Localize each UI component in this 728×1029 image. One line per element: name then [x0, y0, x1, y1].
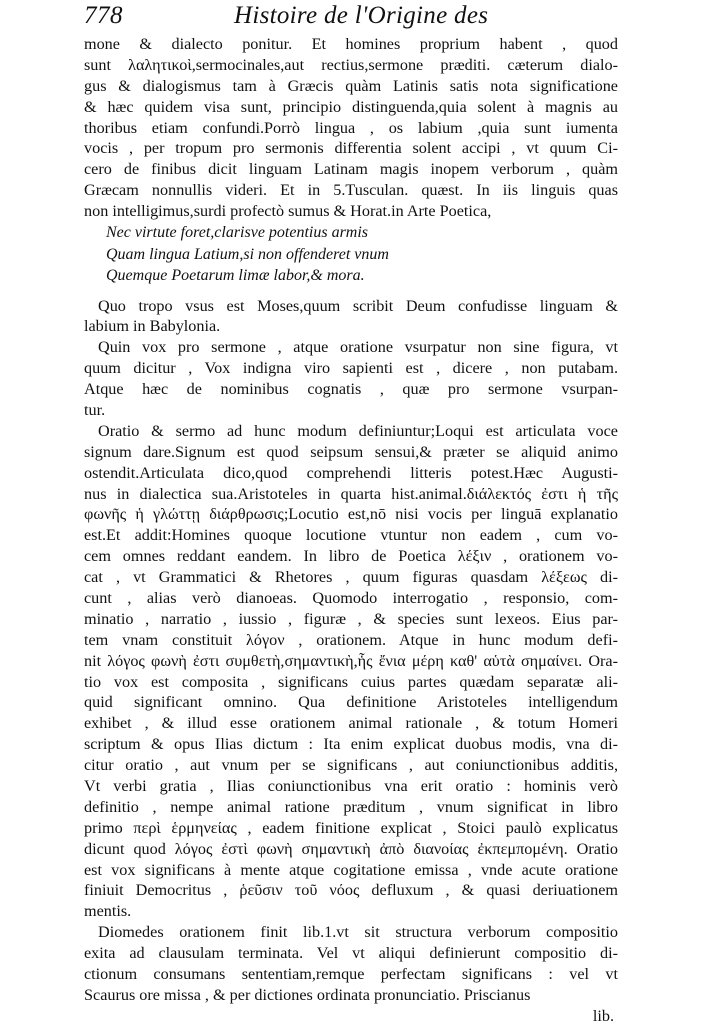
text-line: Oratio & sermo ad hunc modum definiuntur;Loqui est articulata voce: [98, 421, 618, 440]
text-line: exhibet , & illud esse orationem animal rationale , & totum Homeri: [84, 714, 618, 733]
text-line: signum dare.Signum est quod seipsum sensui,& præter se aliquid animo: [84, 442, 618, 461]
text-line: Atque hæc de nominibus cognatis , quæ pro sermone vsurpan-: [84, 380, 618, 399]
text-line: Quin vox pro sermone , atque oratione vsurpatur non sine figura, vt: [98, 338, 618, 357]
text-line: Vt verbi gratia , Ilias coniunctionibus vna erit oratio : hominis verò: [84, 777, 618, 795]
text-line: tio vox est composita , significans cuius partes quædam separatæ ali-: [84, 672, 618, 691]
text-line: thoribus etiam confundi.Porrò lingua , os labium ,quia sunt iumenta: [84, 118, 618, 137]
text-block-opening: [84, 34, 618, 222]
text-line: mentis.: [84, 902, 132, 921]
text-line: cunt , alias verò dianoeas. Quomodo interrogatio , responsio, com-: [84, 588, 618, 607]
text-line: cat , vt Grammatici & Rhetores , quum figuras quasdam λέξεως di-: [84, 568, 618, 587]
text-line: labium in Babylonia.: [84, 317, 221, 336]
text-line: est vox significans à mente atque cogitatione emissa , vnde acute oratione: [84, 860, 618, 879]
text-line: finiuit Democritus , ῥεῦσιν τοῦ νόος defluxum , & quasi deriuationem: [84, 881, 618, 900]
verse-quotation: [84, 222, 618, 287]
text-line: gus & dialogismus tam à Græcis quàm Latinis satis nota significatione: [84, 76, 618, 95]
text-line: dicunt quod λόγος ἐστὶ φωνὴ σημαντικὴ ἀπὸ διανοίας ἐκπεμπομένη. Oratio: [84, 839, 618, 858]
text-line: cem omnes reddant eandem. In libro de Poetica λέξιν , orationem vo-: [84, 547, 618, 566]
text-line: minatio , narratio , iussio , figuræ , & species sunt lexeos. Eius par-: [84, 609, 618, 628]
text-line: nus in dialectica sua.Aristoteles in quarta hist.animal.διάλεκτός ἐστι ἡ τῆς: [84, 484, 618, 503]
text-line: mone & dialecto ponitur. Et homines proprium habent , quod: [84, 35, 618, 53]
text-line: ostendit.Articulata dico,quod comprehendi litteris potest.Hæc Augusti-: [84, 463, 618, 482]
verse-line: Nec virtute foret,clarisve potentius armis: [106, 224, 369, 242]
text-line: Diomedes orationem finit lib.1.vt sit structura verborum compositio: [98, 923, 618, 942]
text-line: vocis , per tropum pro sermonis differentia solent accipi , vt quum Ci-: [84, 139, 618, 158]
text-line: scriptum & opus Ilias dictum : Ita enim explicat duobus modis, vna di-: [84, 735, 618, 754]
text-line: Scaurus ore missa , & per dictiones ordinata pronunciatio. Priscianus: [84, 985, 531, 1004]
text-line: exita ad clausulam terminata. Vel vt aliqui definierunt compositio di-: [84, 944, 618, 963]
text-line: φωνῆς ἡ γλώττῃ διάρθρωσις;Locutio est,nō nisi vocis per linguā explanatio: [84, 505, 618, 524]
text-line: ctionum consumans sententiam,remque perfectam significans : vel vt: [84, 965, 618, 984]
verse-line: Quemque Poetarum limæ labor,& mora.: [106, 267, 365, 285]
page-number: 778: [84, 2, 123, 29]
text-line: non intelligimus,surdi profectò sumus & Horat.in Arte Poetica,: [84, 202, 492, 221]
text-line: nit λόγος φωνὴ ἐστι συμθετὴ,σημαντικὴ,ἧς ἔνια μέρη καθ' αὑτὰ σημαίνει. Ora-: [84, 651, 618, 670]
catchword: lib.: [592, 1006, 614, 1025]
text-line: quum dicitur , Vox indigna viro sapienti est , dicere , non putabam.: [84, 359, 618, 378]
text-line: definitio , nempe animal ratione præditum , vnum significat in libro: [84, 797, 618, 816]
text-line: est.Et addit:Homines quoque locutione vtuntur non eadem , cum vo-: [84, 526, 618, 545]
verse-line: Quam lingua Latium,si non offenderet vnum: [106, 245, 389, 263]
text-line: tem vnam constituit λόγον , orationem. Atque in hunc modum defi-: [84, 630, 618, 649]
running-head: [84, 2, 644, 36]
text-line: citur oratio , aut vnum per se significans , aut coniunctionibus additis,: [84, 756, 618, 775]
text-line: tur.: [84, 400, 106, 419]
text-block-main: [84, 296, 618, 1006]
text-line: quid significant omnino. Qua definitione Aristoteles intelligendum: [84, 693, 618, 712]
text-line: Græcam nonnullis videri. Et in 5.Tusculan. quæst. In iis linguis quas: [84, 181, 618, 200]
page-body: [84, 34, 618, 1027]
text-line: sunt λαλητικοὶ,sermocinales,aut rectius,sermone præditi. cæterum dialo-: [84, 55, 618, 74]
text-line: primo περὶ ἑρμηνείας , eadem finitione explicat , Stoici paulò explicatus: [84, 818, 618, 837]
running-title: Histoire de l'Origine des: [234, 2, 489, 29]
text-line: cero de finibus dicit linguam Latinam magis inopem verborum , quàm: [84, 160, 618, 179]
text-line: & hæc quidem visa sunt, principio distinguenda,quia solent à magnis au: [84, 97, 618, 116]
text-line: Quo tropo vsus est Moses,quum scribit Deum confudisse linguam &: [98, 296, 618, 315]
